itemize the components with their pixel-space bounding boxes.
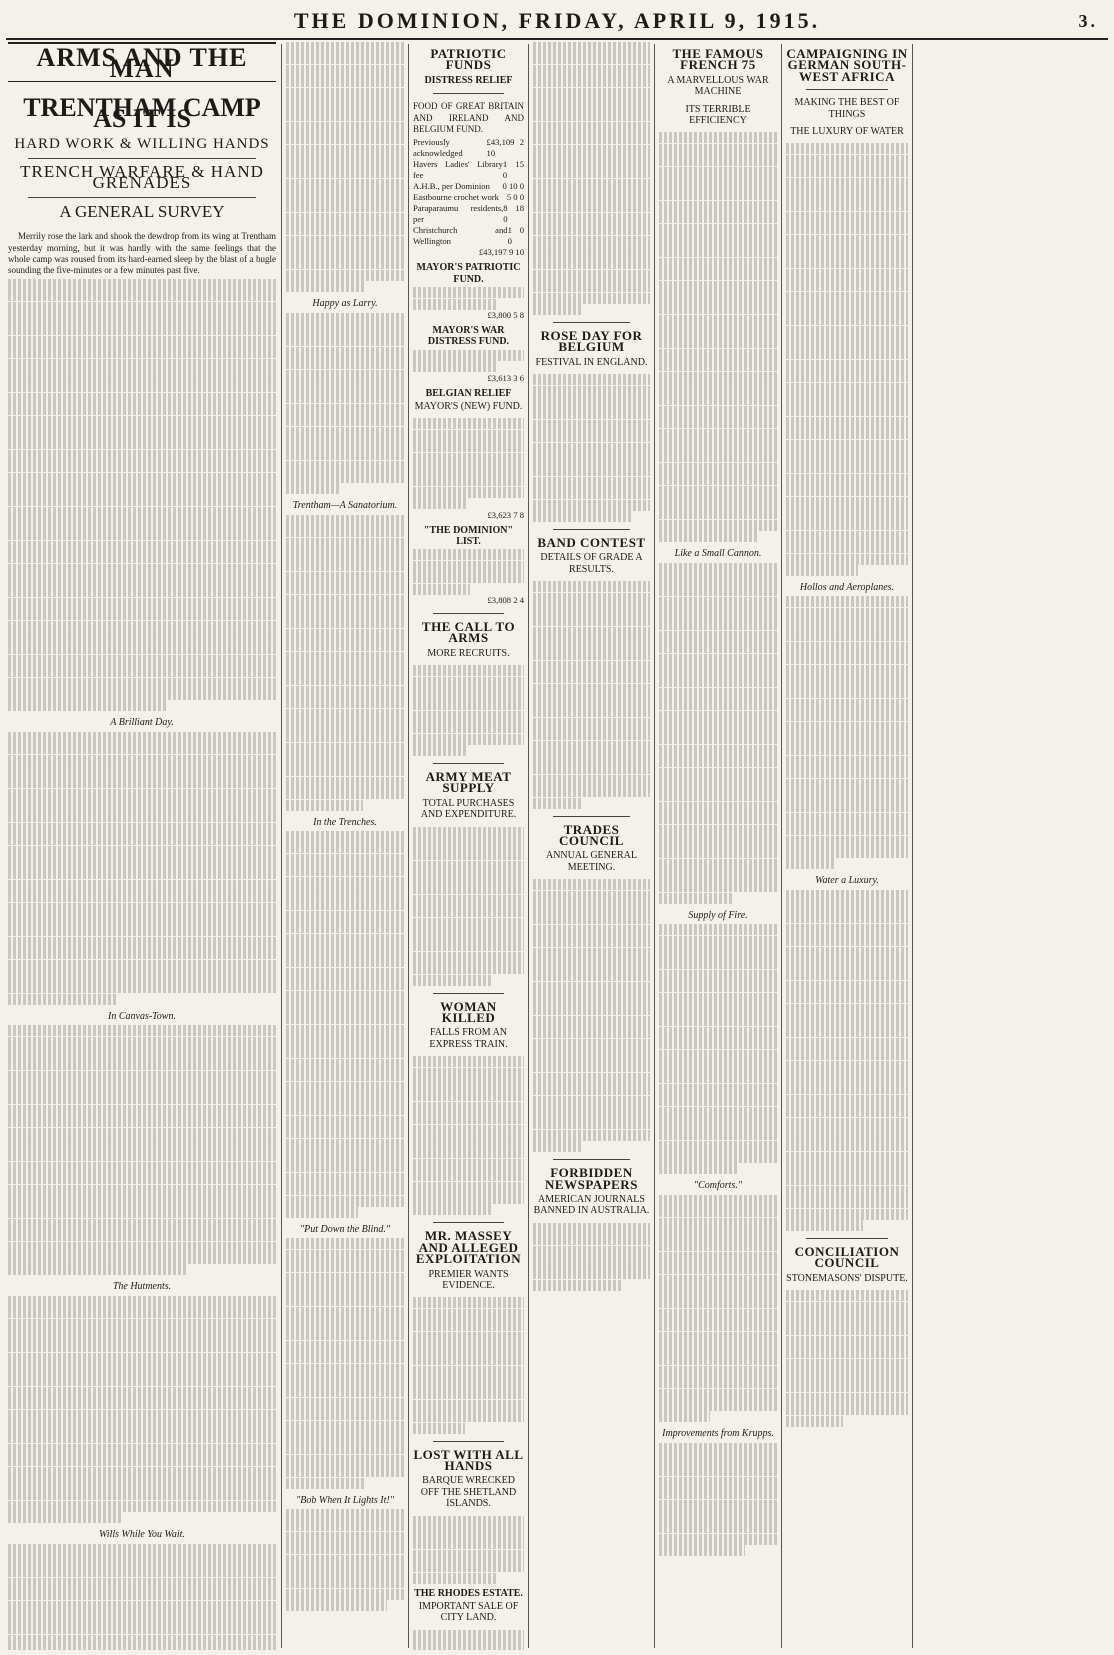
section-subheading: STONEMASONS' DISPUTE. xyxy=(786,1272,908,1284)
fund-row-label: A.H.B., per Dominion xyxy=(413,181,490,192)
section-subheading: TOTAL PURCHASES AND EXPENDITURE. xyxy=(420,797,517,821)
section-subheading: MORE RECRUITS. xyxy=(427,647,510,659)
section-heading: BAND CONTEST xyxy=(537,534,646,550)
article-deck: HARD WORK & WILLING HANDS xyxy=(14,135,270,152)
section-heading: WOMAN KILLED xyxy=(440,998,497,1025)
section-subheading: "THE DOMINION" LIST. xyxy=(423,524,514,547)
subhead: In Canvas-Town. xyxy=(108,1010,176,1022)
fund-row-label: Paraparaumu residents, per xyxy=(413,203,504,225)
subhead: Hollos and Aeroplanes. xyxy=(799,581,895,593)
section-subheading: FALLS FROM AN EXPRESS TRAIN. xyxy=(429,1027,508,1050)
fund-total-value: £3,800 5 8 xyxy=(487,310,524,321)
subhead: Wills While You Wait. xyxy=(99,1529,185,1541)
subhead: Trentham—A Sanatorium. xyxy=(292,500,398,512)
fund-row-label: Previously acknowledged xyxy=(413,137,463,159)
article-lead-paragraph: Merrily rose the lark and shook the dewdrop from its wing at Trentham yesterday morning, but it was hardly with the same feelings that the whole camp was roused from its hard-earned sleep by the blast of a bugle sounding the five-minutes or a few minutes past five. xyxy=(8,231,276,276)
fund-total-value: £3,613 3 6 xyxy=(487,372,524,383)
section-heading: ROSE DAY FOR BELGIUM xyxy=(540,327,643,355)
page-number: 3. xyxy=(1078,10,1098,31)
section-subheading: MAYOR'S PATRIOTIC FUND. xyxy=(416,262,521,285)
section-subheading: AMERICAN JOURNALS BANNED IN AUSTRALIA. xyxy=(533,1193,650,1217)
article-kicker: ARMS AND THE MAN xyxy=(8,42,276,82)
article-deck: A MARVELLOUS WAR MACHINE xyxy=(667,74,769,98)
fund-row-label: Eastbourne crochet work xyxy=(413,192,499,203)
subhead: Supply of Fire. xyxy=(688,909,748,921)
subhead: "Put Down the Blind." xyxy=(299,1223,391,1235)
section-subheading: PREMIER WANTS EVIDENCE. xyxy=(428,1268,509,1291)
section-subheading: MAYOR'S WAR DISTRESS FUND. xyxy=(427,325,510,348)
section-subheading: BARQUE WRECKED OFF THE SHETLAND ISLANDS. xyxy=(420,1475,517,1510)
section-heading: THE CALL TO ARMS xyxy=(421,618,516,646)
section-subheading: IMPORTANT SALE OF CITY LAND. xyxy=(418,1601,519,1624)
fund-row-label: Havers Ladies' Library fee xyxy=(413,159,503,181)
fund-total-value: £3,623 7 8 xyxy=(487,509,524,520)
article-deck: THE LUXURY OF WATER xyxy=(790,126,904,138)
section-heading: FORBIDDEN NEWSPAPERS xyxy=(545,1165,638,1192)
fund-row-value: 5 0 0 xyxy=(506,192,524,203)
fund-row-label: Christchurch and Wellington xyxy=(413,225,508,247)
subhead: In the Trenches. xyxy=(313,816,377,828)
subhead: Happy as Larry. xyxy=(312,298,378,310)
section-subheading: FESTIVAL IN ENGLAND. xyxy=(535,356,648,368)
article-headline: CAMPAIGNING IN GERMAN SOUTH-WEST AFRICA xyxy=(786,46,908,84)
section-subheading: BELGIAN RELIEF xyxy=(425,387,512,399)
section-subheading: THE RHODES ESTATE. xyxy=(414,1587,523,1599)
section-heading: PATRIOTIC FUNDS xyxy=(430,46,507,73)
masthead-title: THE DOMINION, FRIDAY, APRIL 9, 1915. xyxy=(293,8,821,33)
article-deck: A GENERAL SURVEY xyxy=(59,201,225,221)
article-deck: MAKING THE BEST OF THINGS xyxy=(794,97,900,120)
section-subheading: MAYOR'S (NEW) FUND. xyxy=(414,401,523,413)
subhead: Water a Luxury. xyxy=(815,875,879,887)
section-heading: LOST WITH ALL HANDS xyxy=(413,1446,524,1474)
subhead: A Brilliant Day. xyxy=(110,717,174,729)
article-headline: THE FAMOUS FRENCH 75 xyxy=(672,46,764,73)
section-subheading: DISTRESS RELIEF xyxy=(424,74,513,86)
fund-intro: FOOD OF GREAT BRITAIN AND IRELAND AND BELGIUM FUND. xyxy=(413,101,524,135)
fund-total-value: £3,808 2 4 xyxy=(487,594,524,605)
fund-total-value: £43,197 9 10 xyxy=(478,247,524,258)
subhead: The Hutments. xyxy=(112,1281,172,1293)
subhead: "Comforts." xyxy=(693,1180,743,1192)
fund-row-value: 8 18 0 xyxy=(503,203,524,225)
fund-row-value: 0 10 0 xyxy=(502,181,524,192)
subhead: Improvements from Krupps. xyxy=(662,1428,774,1440)
section-heading: MR. MASSEY AND ALLEGED EXPLOITATION xyxy=(415,1228,522,1267)
section-heading: TRADES COUNCIL xyxy=(559,821,624,848)
fund-row-value: 1 0 0 xyxy=(507,225,524,247)
section-subheading: DETAILS OF GRADE A RESULTS. xyxy=(540,552,643,575)
fund-row-value: 1 15 0 xyxy=(502,159,524,181)
section-heading: ARMY MEAT SUPPLY xyxy=(425,768,512,796)
article-deck: ITS TERRIBLE EFFICIENCY xyxy=(685,103,751,127)
article-headline: TRENTHAM CAMP AS IT IS xyxy=(23,92,261,134)
section-heading: CONCILIATION COUNCIL xyxy=(794,1244,900,1271)
subhead: "Bob When It Lights It!" xyxy=(296,1494,394,1506)
article-deck: TRENCH WARFARE & HAND GRENADES xyxy=(20,162,264,193)
subhead: Like a Small Cannon. xyxy=(674,548,762,560)
fund-row-value: £43,109 2 10 xyxy=(486,137,524,159)
section-subheading: ANNUAL GENERAL MEETING. xyxy=(545,850,637,873)
